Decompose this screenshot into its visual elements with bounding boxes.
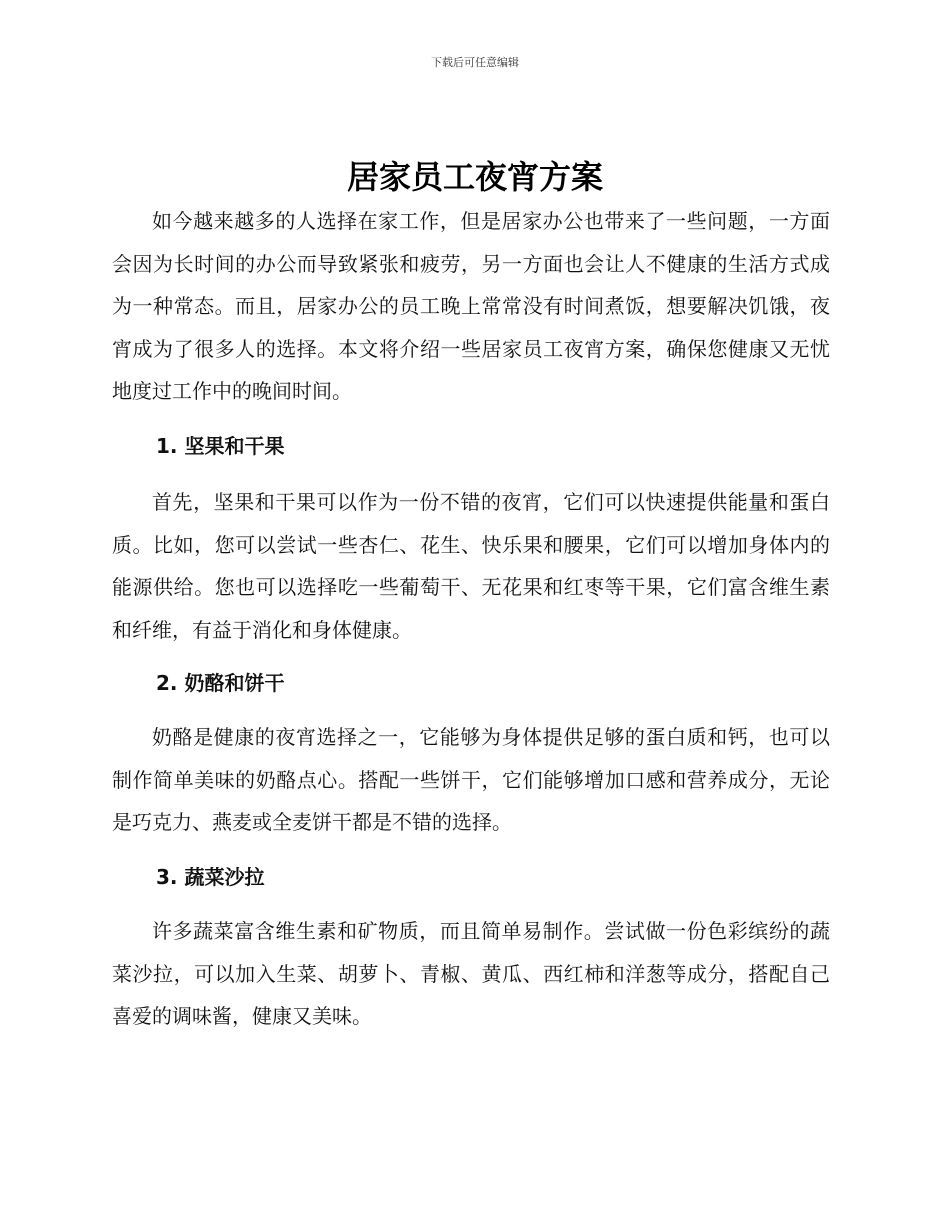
section-1-body-block xyxy=(112,481,830,651)
document-title: 居家员工夜宵方案 xyxy=(346,158,603,196)
section-paragraph: 许多蔬菜富含维生素和矿物质，而且简单易制作。尝试做一份色彩缤纷的蔬菜沙拉，可以加入生菜、胡萝卜、青椒、黄瓜、西红柿和洋葱等成分，搭配自己喜爱的调味酱，健康又美味。 xyxy=(112,919,830,1028)
section-paragraph: 首先，坚果和干果可以作为一份不错的夜宵，它们可以快速提供能量和蛋白质。比如，您可以尝试一些杏仁、花生、快乐果和腰果，它们可以增加身体内的能源供给。您也可以选择吃一些葡萄干、无花果和红枣等干果，它们富含维生素和纤维，有益于消化和身体健康。 xyxy=(112,490,830,642)
section-1-heading-block xyxy=(112,425,830,468)
section-2-heading-block xyxy=(112,662,830,705)
intro-block xyxy=(112,200,830,413)
section-heading: 1. 坚果和干果 xyxy=(156,434,285,458)
intro-paragraph: 如今越来越多的人选择在家工作，但是居家办公也带来了一些问题，一方面会因为长时间的办公而导致紧张和疲劳，另一方面也会让人不健康的生活方式成为一种常态。而且，居家办公的员工晚上常常没有时间煮饭，想要解决饥饿，夜宵成为了很多人的选择。本文将介绍一些居家员工夜宵方案，确保您健康又无忧地度过工作中的晚间时间。 xyxy=(112,209,830,403)
section-3-heading-block xyxy=(112,856,830,899)
section-heading: 3. 蔬菜沙拉 xyxy=(156,865,265,889)
header-note: 下载后可任意编辑 xyxy=(431,56,519,69)
section-2-body-block xyxy=(112,716,830,844)
section-3-body-block xyxy=(112,910,830,1038)
section-paragraph: 奶酪是健康的夜宵选择之一，它能够为身体提供足够的蛋白质和钙，也可以制作简单美味的奶酪点心。搭配一些饼干，它们能够增加口感和营养成分，无论是巧克力、燕麦或全麦饼干都是不错的选择。 xyxy=(112,725,830,834)
section-heading: 2. 奶酪和饼干 xyxy=(156,671,285,695)
